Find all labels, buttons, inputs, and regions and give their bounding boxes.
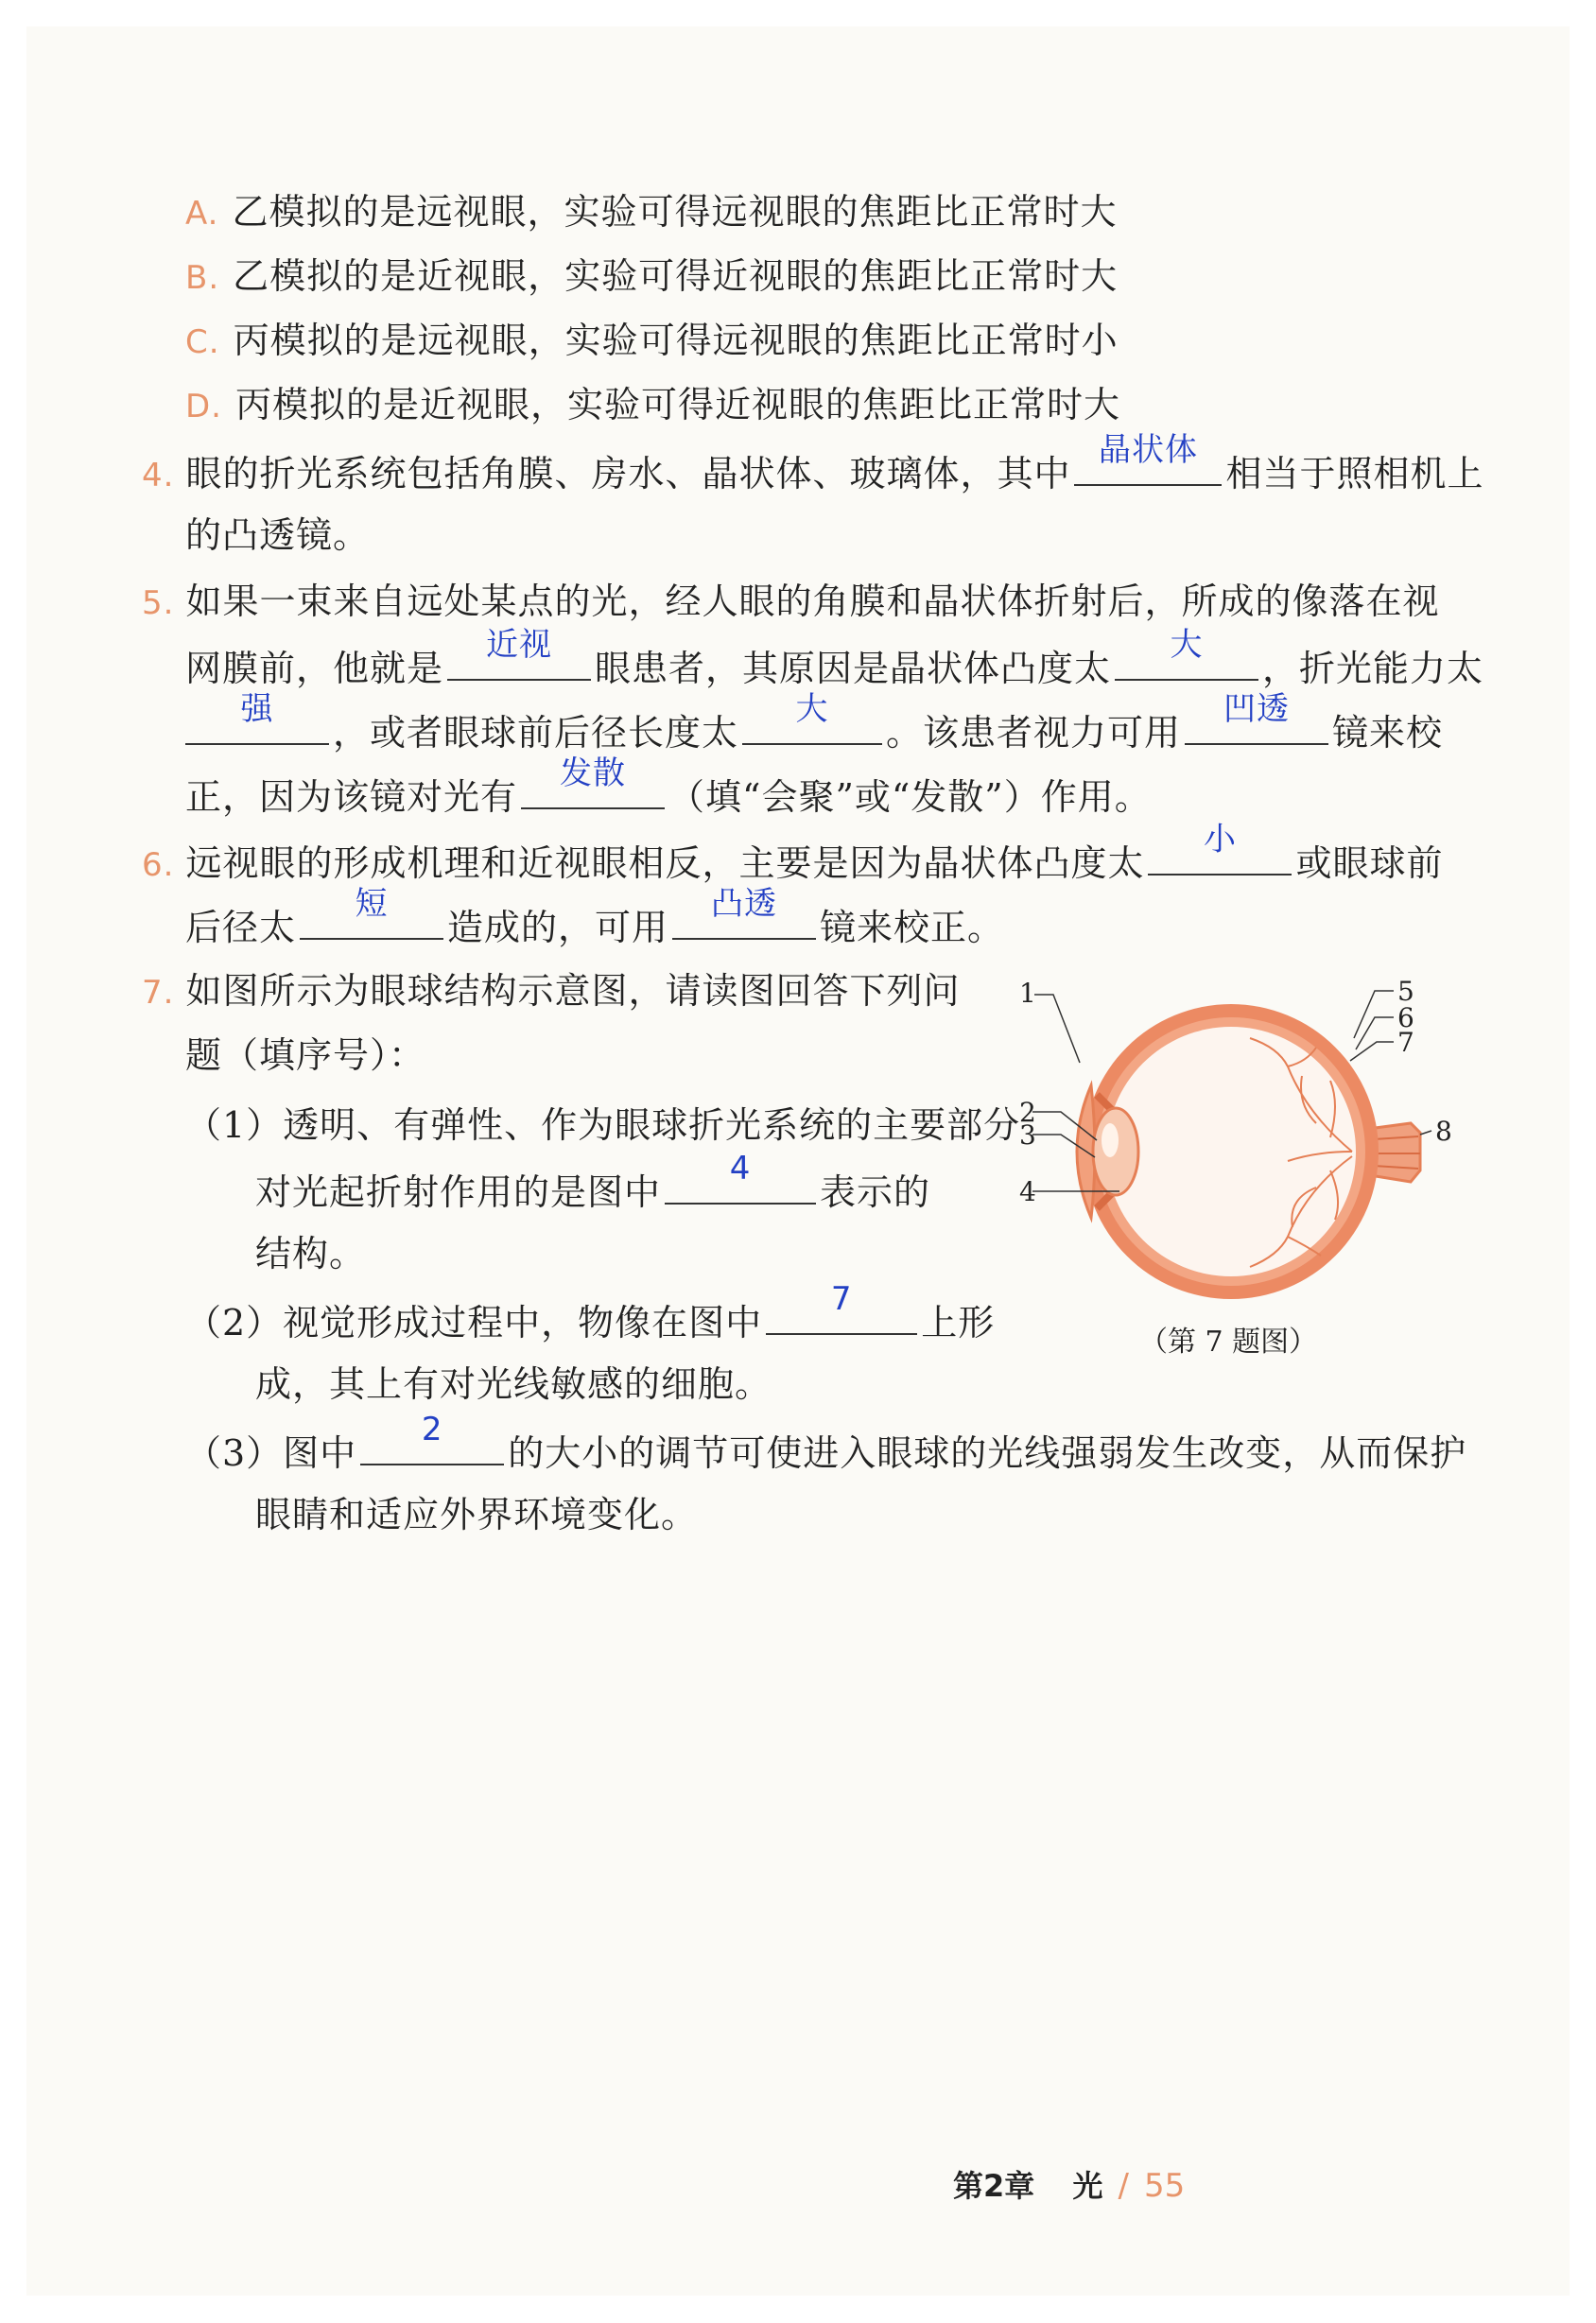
option-b (185, 251, 1118, 303)
figure-label: 3 (1019, 1119, 1036, 1151)
handwritten-answer: 短 (355, 885, 389, 923)
figure-label: 7 (1397, 1027, 1414, 1058)
question-text: 结构。 (255, 1233, 367, 1274)
answer-blank (1148, 821, 1292, 875)
question-text: ，或者眼球前后径长度太 (333, 712, 739, 754)
question-text: （1）透明、有弹性、作为眼球折光系统的主要部分 (185, 1104, 1021, 1146)
handwritten-answer: 凹透 (1223, 690, 1291, 728)
handwritten-answer: 大 (795, 690, 829, 728)
handwritten-answer: 小 (1203, 821, 1237, 858)
question-text: 如果一束来自远处某点的光，经人眼的角膜和晶状体折射后，所成的像落在视 (185, 581, 1440, 622)
handwritten-answer: 4 (729, 1150, 752, 1188)
answer-blank (766, 1280, 917, 1335)
question-5-line-3 (185, 690, 1444, 757)
question-text: 题（填序号）： (185, 1034, 426, 1076)
question-5-line-2 (185, 626, 1484, 693)
handwritten-answer: 7 (830, 1280, 853, 1318)
question-number: 5. (142, 584, 175, 622)
question-text: 成，其上有对光线敏感的细胞。 (255, 1363, 772, 1405)
footer-separator: / (1118, 2167, 1129, 2205)
page-footer (953, 2167, 1185, 2205)
question-text: 正，因为该镜对光有 (185, 776, 518, 818)
option-text: 乙模拟的是近视眼，实验可得近视眼的焦距比正常时大 (233, 255, 1119, 297)
figure-label: 4 (1019, 1176, 1036, 1207)
figure-label: 5 (1397, 976, 1414, 1007)
answer-blank (300, 885, 443, 940)
question-4-line-1 (142, 431, 1484, 500)
question-7-part-3-line-1 (185, 1411, 1467, 1478)
handwritten-answer: 强 (240, 690, 274, 728)
question-text: 的大小的调节可使进入眼球的光线强弱发生改变，从而保护 (508, 1432, 1467, 1474)
option-letter: A. (185, 195, 219, 233)
option-letter: C. (185, 323, 220, 361)
question-7-part-1-line-1 (185, 1101, 1020, 1150)
question-number: 6. (142, 846, 175, 884)
figure-caption: （第 7 题图） (1139, 1326, 1318, 1359)
figure-label: 2 (1019, 1097, 1036, 1128)
option-text: 乙模拟的是远视眼，实验可得远视眼的焦距比正常时大 (232, 191, 1118, 233)
question-text: 网膜前，他就是 (185, 648, 444, 689)
handwritten-answer: 2 (421, 1411, 443, 1448)
figure-label: 6 (1397, 1002, 1414, 1033)
question-number: 7. (142, 974, 175, 1012)
question-5-line-1 (142, 577, 1439, 628)
answer-blank (360, 1411, 504, 1465)
question-text: 如图所示为眼球结构示意图，请读图回答下列问 (185, 970, 961, 1012)
option-a (185, 187, 1117, 238)
question-7-part-1-line-2 (255, 1150, 931, 1217)
option-c (185, 316, 1119, 367)
answer-blank (672, 885, 816, 940)
handwritten-answer: 大 (1170, 626, 1204, 664)
question-6-line-2 (185, 885, 1005, 952)
question-text: 对光起折射作用的是图中 (255, 1171, 662, 1213)
option-text: 丙模拟的是远视眼，实验可得远视眼的焦距比正常时小 (233, 320, 1119, 361)
option-letter: D. (185, 388, 222, 425)
answer-blank (447, 626, 591, 681)
handwritten-answer: 晶状体 (1098, 431, 1198, 469)
question-text: 。该患者视力可用 (886, 712, 1182, 754)
question-7-part-3-line-2 (255, 1490, 698, 1539)
question-text: 眼的折光系统包括角膜、房水、晶状体、玻璃体，其中 (185, 453, 1071, 494)
question-7-part-2-line-1 (185, 1280, 996, 1347)
question-text: （填“会聚”或“发散”）作用。 (668, 776, 1152, 818)
question-7-part-2-line-2 (255, 1360, 772, 1409)
handwritten-answer: 凸透 (711, 885, 778, 923)
page-number: 55 (1143, 2167, 1186, 2205)
question-7-part-1-line-3 (255, 1229, 366, 1278)
option-letter: B. (185, 259, 220, 297)
answer-blank (1074, 431, 1222, 486)
question-5-line-4 (185, 754, 1152, 822)
question-text: 表示的 (820, 1171, 931, 1213)
question-text: 镜来校正。 (820, 907, 1005, 948)
figure-label: 8 (1435, 1116, 1452, 1147)
question-text: 造成的，可用 (447, 907, 669, 948)
question-text: 上形 (921, 1302, 996, 1344)
option-d (185, 380, 1120, 431)
question-7-line-2 (185, 1031, 425, 1080)
question-text: （3）图中 (185, 1432, 357, 1474)
answer-blank (1115, 626, 1258, 681)
handwritten-answer: 发散 (560, 754, 627, 792)
question-text: 或眼球前 (1295, 842, 1444, 884)
answer-blank (1185, 690, 1328, 745)
option-text: 丙模拟的是近视眼，实验可得近视眼的焦距比正常时大 (235, 384, 1121, 425)
eyeball-illustration (1004, 972, 1458, 1322)
figure-label: 1 (1019, 978, 1036, 1009)
question-text: 的凸透镜。 (185, 514, 371, 556)
answer-blank (185, 690, 329, 745)
question-text: （2）视觉形成过程中，物像在图中 (185, 1302, 763, 1344)
chapter-label: 第2章 (953, 2168, 1035, 2204)
vitreous-body (1106, 1027, 1356, 1276)
question-text: ，折光能力太 (1262, 648, 1484, 689)
question-7-line-1 (142, 966, 960, 1017)
question-number: 4. (142, 457, 175, 494)
question-text: 远视眼的形成机理和近视眼相反，主要是因为晶状体凸度太 (185, 842, 1145, 884)
chapter-title: 光 (1072, 2168, 1103, 2204)
question-text: 眼睛和适应外界环境变化。 (255, 1494, 699, 1535)
question-text: 眼患者，其原因是晶状体凸度太 (595, 648, 1112, 689)
question-4-line-2 (185, 511, 370, 560)
question-6-line-1 (142, 821, 1444, 890)
answer-blank (521, 754, 665, 809)
eyeball-diagram (1004, 972, 1458, 1369)
handwritten-answer: 近视 (486, 626, 553, 664)
answer-blank (665, 1150, 816, 1205)
question-text: 相当于照相机上 (1225, 453, 1484, 494)
question-text: 后径太 (185, 907, 297, 948)
answer-blank (742, 690, 882, 745)
question-text: 镜来校 (1332, 712, 1444, 754)
